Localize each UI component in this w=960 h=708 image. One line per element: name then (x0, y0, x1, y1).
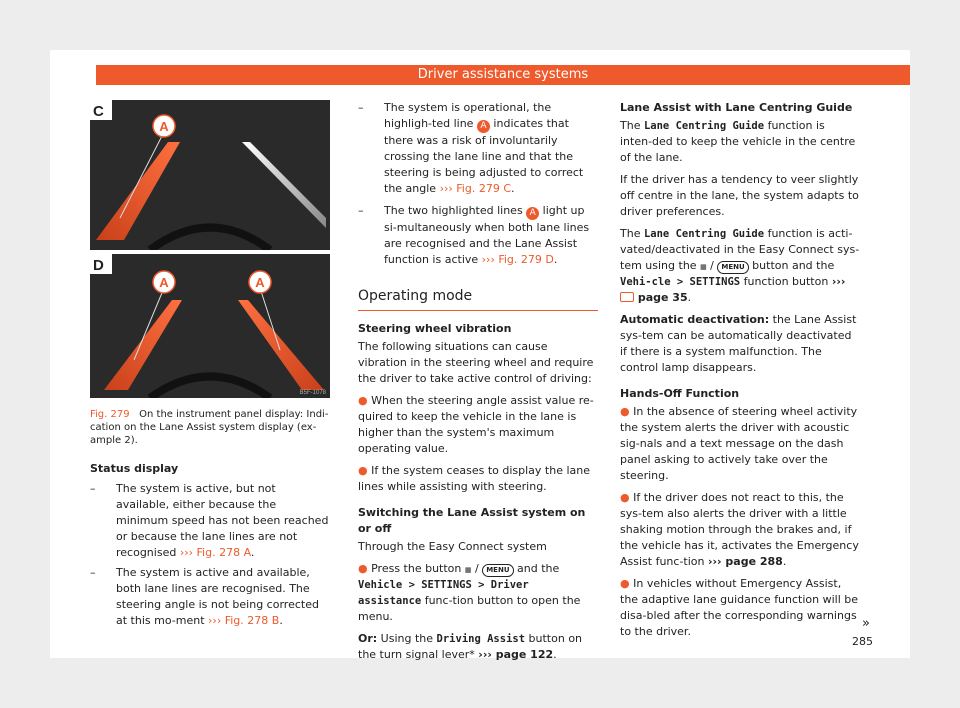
auto-deactivation-label: Automatic deactivation: (620, 313, 770, 326)
marker-a-d-left: A (159, 275, 169, 290)
panel-d-label: D (93, 257, 104, 274)
lclg-p3-d: function button (740, 275, 832, 288)
status-item-3: – The system is operational, the highligh-ted line A indicates that there was a risk of involuntarily crossing the lane line and that the steering is being adjusted to correct the angle ››› Fig. 279 C. (358, 100, 598, 197)
marker-a-inline: A (477, 120, 490, 133)
fig-279-ref-c: C (499, 182, 512, 195)
lclg-p3-slash: / (706, 259, 718, 272)
hands-off-bullet-2: ● If the driver does not react to this, the sys-tem also alerts the driver with a little shaking motion through the brakes and, if the vehicle has it, activates the Emergency Assist func-tion ››› page 288. (620, 491, 859, 568)
steering-vibration-heading: Steering wheel vibration (358, 322, 512, 335)
lclg-p3-mono: Lane Centring Guide (643, 228, 765, 240)
or-end: . (553, 648, 557, 661)
vibration-bullet-1-text: When the steering angle assist value re-quired to keep the vehicle in the lane is higher than the system's maximum operating value. (358, 394, 594, 455)
press-text-c: func-tion button to open the menu. (358, 594, 581, 623)
page-35-text: page 35 (634, 291, 688, 304)
column-1 (90, 100, 330, 629)
menu-button-icon-2[interactable]: MENU (717, 261, 748, 274)
hands-off-bullet-2-text: If the driver does not react to this, the sys-tem also alerts the driver with a little shaking motion through the brakes and, if the vehicle has it, activates the Emergency Assist func-tion (620, 491, 859, 568)
switch-text: Through the Easy Connect system (358, 540, 547, 553)
hands-off-bullet-1-text: In the absence of steering wheel activity the system alerts the driver with acoustic sig-nals and a text message on the dash panel asking to actively take over the steering. (620, 405, 858, 482)
press-slash: / (471, 562, 483, 575)
driving-assist-button-name: Driving Assist (436, 633, 526, 645)
lane-assist-illustration (90, 100, 330, 398)
press-button-step: ● Press the button ▦ / MENU and the Vehicle > SETTINGS > Driver assistance func-tion button to open the menu. (358, 562, 581, 623)
lclg-p3-c: button and the (748, 259, 835, 272)
lane-centring-heading: Lane Assist with Lane Centring Guide (620, 101, 853, 114)
lane-centring-p3 (620, 226, 860, 306)
page-122-link[interactable]: ››› page 122 (478, 648, 554, 661)
lclg-p3-end: . (687, 291, 692, 304)
figure-code: B5F-1078 (299, 390, 326, 396)
caption-label: Fig. 279 (90, 409, 130, 420)
lclg-p3-b: function is acti-vated/deactivated in the Easy Connect sys-tem using the (620, 227, 860, 272)
press-text-a: Press the button (371, 562, 465, 575)
fig-278-ref-b: B (268, 614, 280, 627)
figure-279 (90, 100, 330, 398)
lclg-p1-a: The (620, 119, 644, 132)
status-item-3-text-a: The system is operational, the highligh-ted line (384, 101, 552, 130)
or-step (358, 631, 598, 663)
menu-button-icon[interactable]: MENU (482, 564, 513, 577)
fig-279-link-1[interactable]: ››› Fig. 279 (439, 182, 500, 195)
status-display-heading: Status display (90, 462, 179, 475)
manual-page (50, 50, 910, 661)
continue-mark: » (862, 616, 870, 631)
column-2 (358, 100, 598, 663)
vibration-bullet-2: ● If the system ceases to display the lane lines while assisting with steering. (358, 464, 590, 493)
lane-centring-p2: If the driver has a tendency to veer slightly off centre in the lane, the system adapts to driver preferences. (620, 173, 859, 218)
hands-off-bullet-2-end: . (782, 555, 787, 568)
vibration-bullet-1: ● When the steering angle assist value re-quired to keep the vehicle in the lane is higher than the system's maximum operating value. (358, 394, 594, 455)
press-text-b: and the (513, 562, 560, 575)
vibration-bullet-2-text: If the system ceases to display the lane lines while assisting with steering. (358, 464, 590, 493)
lclg-p1-b: function is inten-ded to keep the vehicle in the centre of the lane. (620, 119, 856, 164)
page-35-arrows: ››› (831, 275, 846, 288)
hands-off-heading: Hands-Off Function (620, 387, 740, 400)
page-288-link[interactable]: ››› page 288 (707, 555, 783, 568)
fig-278-ref-a: A (240, 546, 251, 559)
status-item-4-text-a: The two highlighted lines (384, 204, 527, 217)
hands-off-bullet-1: ● In the absence of steering wheel activity the system alerts the driver with acoustic sig-nals and a text message on the dash panel asking to actively take over the steering. (620, 405, 858, 482)
auto-deactivation-text: the Lane Assist sys-tem can be automatically deactivated if there is a system malfunction. The control lamp disappears. (620, 313, 857, 374)
apps-grid-icon-2[interactable]: ▦ (700, 263, 707, 271)
fig-278-link-2[interactable]: ››› Fig. 278 (208, 614, 269, 627)
status-item-2: – The system is active and available, both lane lines are recognised. The steering angle is not being corrected at this mo-ment ››› Fig. 278 B. (90, 565, 330, 629)
or-label: Or: (358, 632, 378, 645)
section-header: Driver assistance systems (96, 65, 910, 85)
status-item-4-text-b: light up si-multaneously when both lane lines are recognised and the Lane Assist function is active (384, 204, 590, 266)
or-text-a: Using the (377, 632, 437, 645)
vehicle-settings-path: Vehicle > SETTINGS > Driver assistance (358, 579, 529, 607)
status-item-1-text: The system is active, but not available, either because the minimum speed has not been reached or because the lane lines are not recognised (116, 482, 329, 559)
lclg-p3-mono2: Vehi-cle > SETTINGS (620, 276, 741, 288)
hands-off-bullet-3-text: In vehicles without Emergency Assist, the adaptive lane guidance function will be disa-bled after the corresponding warnings to the driver. (620, 577, 859, 638)
status-item-4: – The two highlighted lines A light up si-multaneously when both lane lines are recognised and the Lane Assist function is active ››› Fig. 279 D. (358, 203, 598, 268)
apps-grid-icon[interactable]: ▦ (464, 566, 472, 574)
lclg-p1-mono: Lane Centring Guide (643, 120, 765, 132)
or-text-b: button on the turn signal lever* (358, 632, 583, 661)
switch-heading: Switching the Lane Assist system on or off (358, 506, 586, 535)
marker-a-d-right: A (255, 275, 265, 290)
auto-deactivation (620, 312, 860, 376)
book-icon (620, 292, 634, 302)
status-item-1: – The system is active, but not available, either because the minimum speed has not been reached or because the lane lines are not recognised ››› Fig. 278 A. (90, 481, 330, 561)
marker-a-c: A (159, 119, 169, 134)
status-item-3-text-b: indicates that there was a risk of involuntarily crossing the lane line and that the steering is being adjusted to correct the angle (384, 117, 584, 195)
panel-c-label: C (93, 103, 104, 120)
status-item-2-text: The system is active and available, both lane lines are recognised. The steering angle is not being corrected at this mo-ment (116, 566, 319, 627)
lclg-p3-a: The (620, 227, 644, 240)
fig-278-link-1[interactable]: ››› Fig. 278 (179, 546, 241, 559)
steering-vibration-text: The following situations can cause vibration in the steering wheel and require the driver to take active control of driving: (358, 340, 594, 385)
figure-caption (90, 408, 330, 447)
fig-279-ref-d: D (541, 253, 554, 266)
hands-off-bullet-3: ● In vehicles without Emergency Assist, the adaptive lane guidance function will be disa-bled after the corresponding warnings to the driver. (620, 577, 859, 638)
lane-centring-p1 (620, 118, 860, 166)
fig-279-link-2[interactable]: ››› Fig. 279 (481, 253, 542, 266)
page-number: 285 (852, 635, 873, 648)
column-3 (620, 100, 860, 640)
operating-mode-title: Operating mode (358, 288, 598, 311)
marker-a-inline-2: A (526, 207, 539, 220)
caption-text: On the instrument panel display: Indi-cation on the Lane Assist system display (ex-ample 2). (90, 409, 329, 446)
